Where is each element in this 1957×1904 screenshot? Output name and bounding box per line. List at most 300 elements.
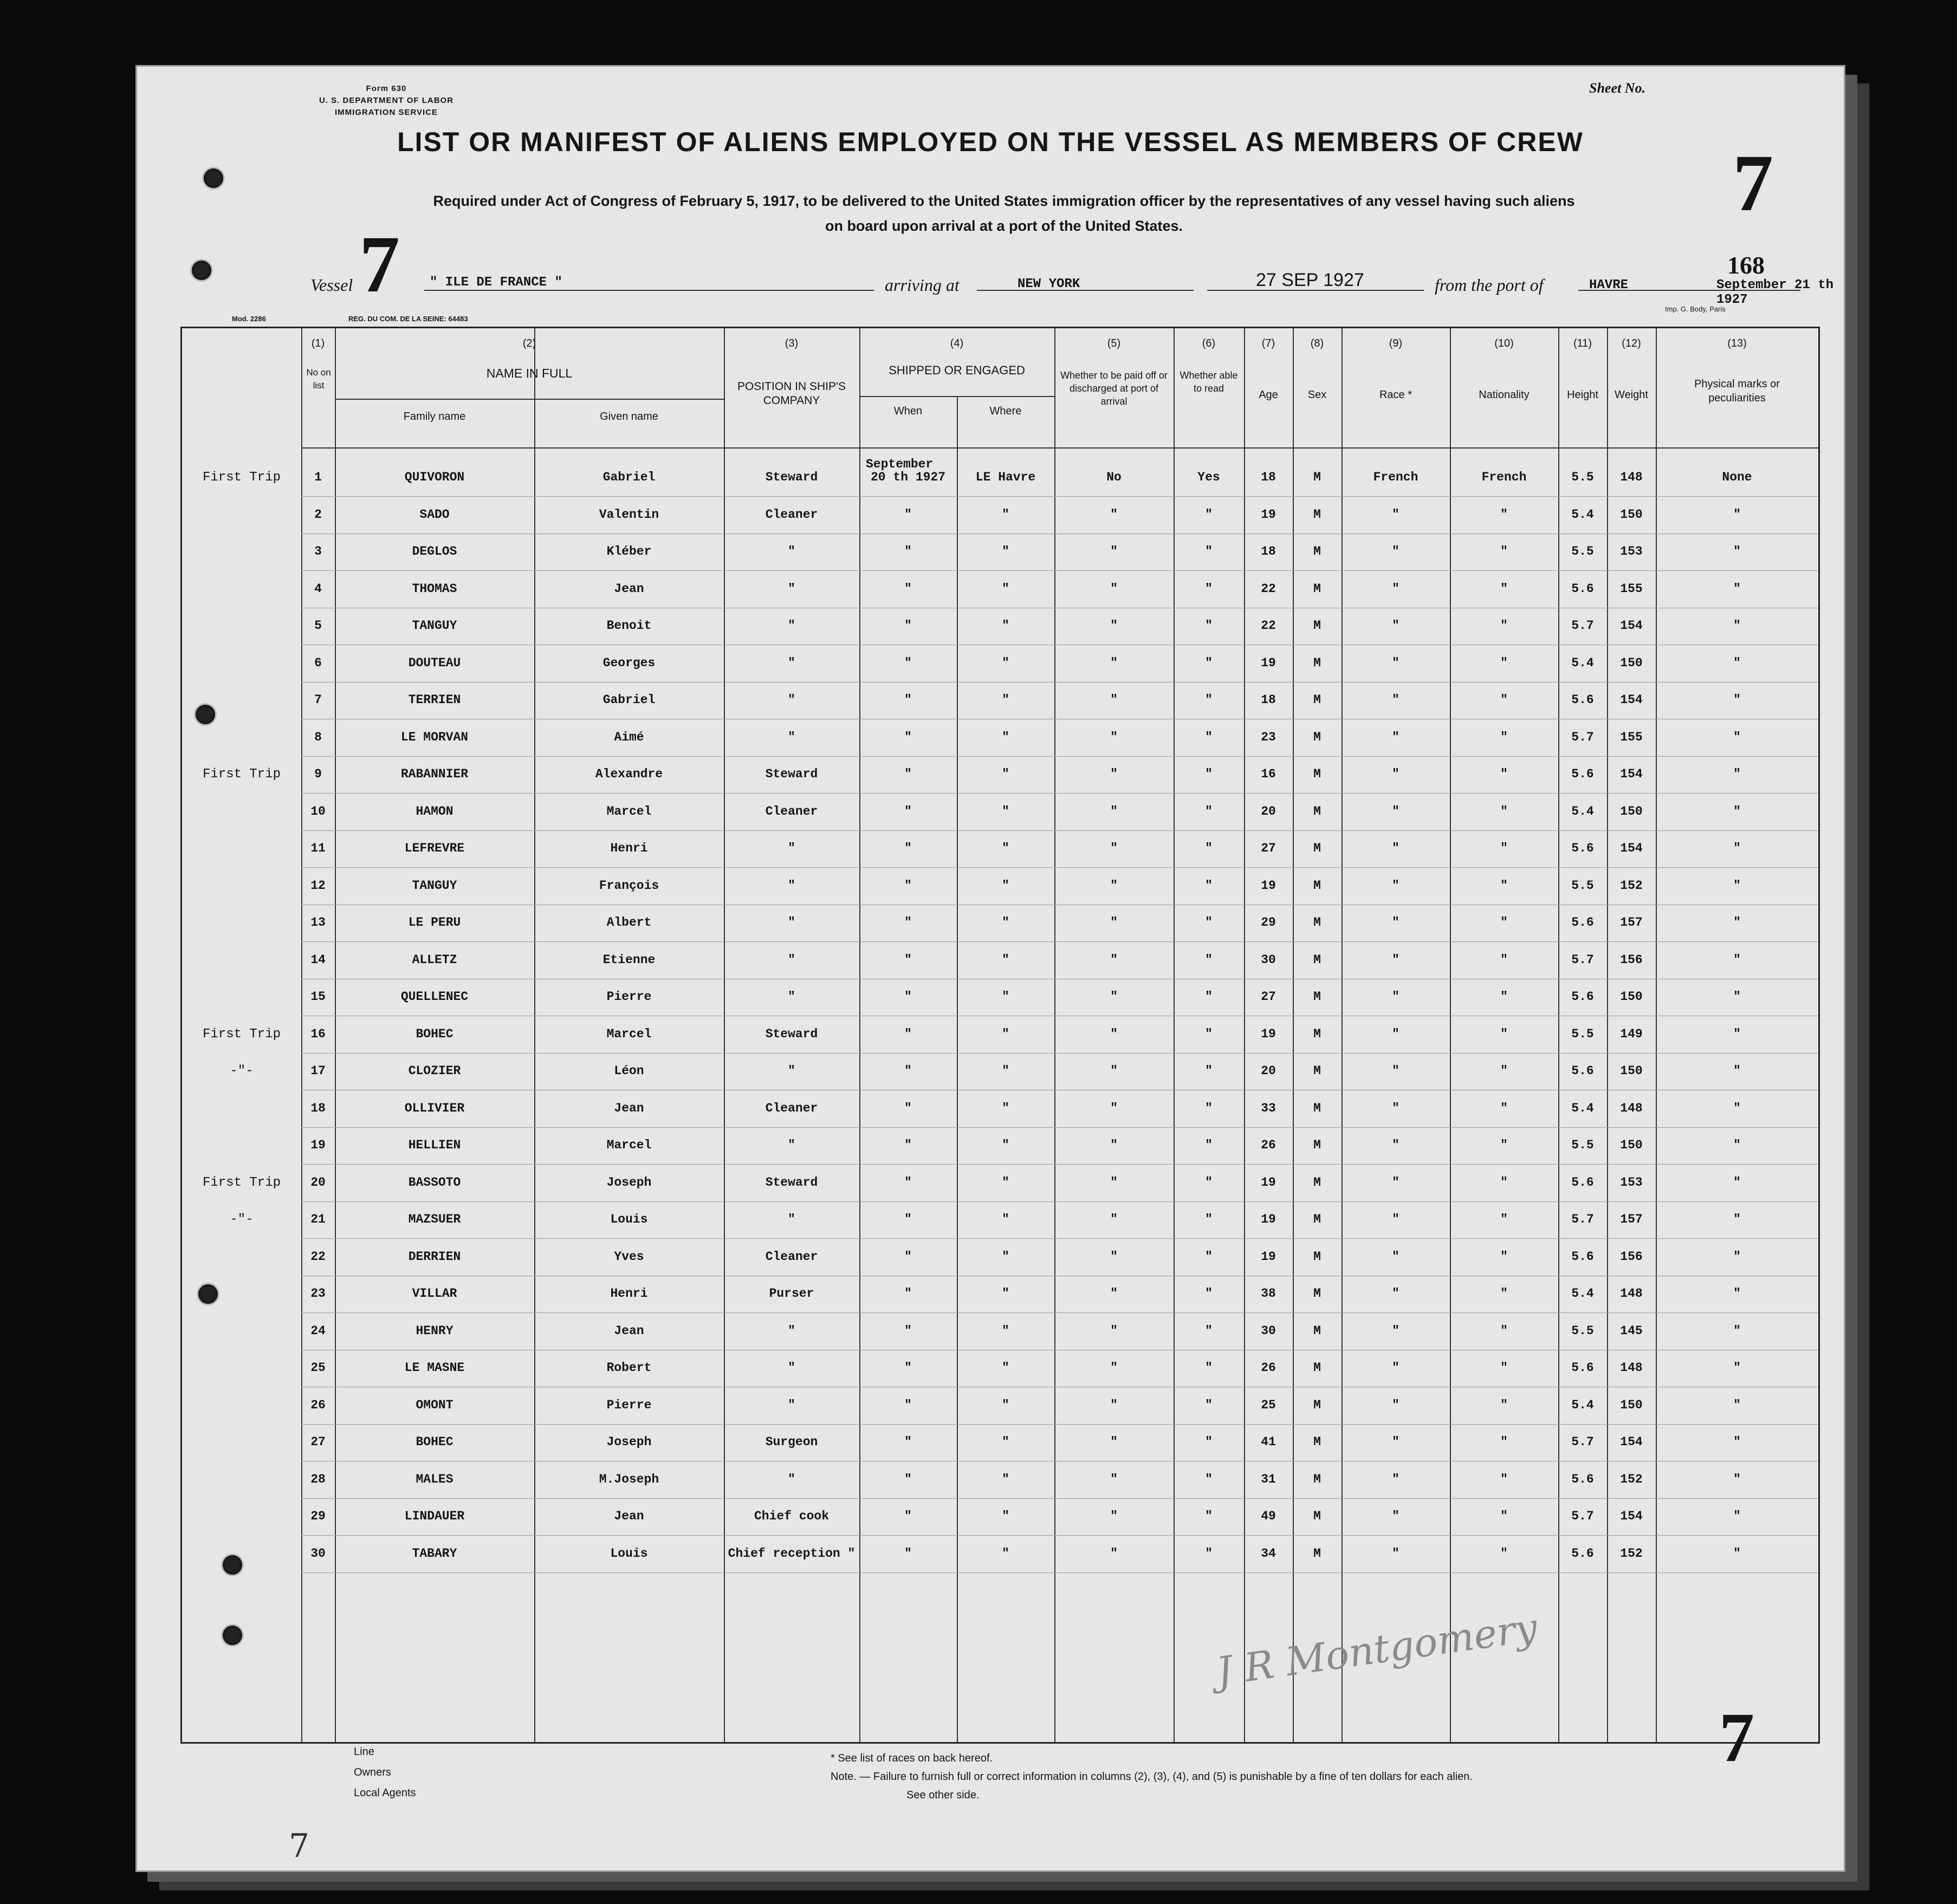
row-10-family: HAMON <box>416 804 453 818</box>
row-19-family: HELLIEN <box>408 1138 461 1152</box>
col4-when: When <box>893 405 923 417</box>
row-20-race: " <box>1392 1175 1399 1190</box>
row-17-paid: " <box>1110 1064 1118 1078</box>
row-28-sex: M <box>1313 1472 1321 1486</box>
row-22-read: " <box>1205 1249 1213 1264</box>
row-25-no: 25 <box>310 1361 326 1375</box>
row-18-no: 18 <box>310 1101 326 1115</box>
row-12-given: François <box>599 878 659 893</box>
row-16-when: " <box>904 1026 912 1041</box>
row-7-family: TERRIEN <box>408 693 461 707</box>
row-18-height: 5.4 <box>1571 1101 1594 1115</box>
row-8-position: " <box>788 730 795 744</box>
row-1-read: Yes <box>1197 470 1220 484</box>
row-11-read: " <box>1205 841 1213 855</box>
manifest-page <box>135 65 1845 1872</box>
row-29-where: " <box>1002 1509 1009 1523</box>
row-17-age: 20 <box>1261 1064 1276 1078</box>
row-15-weight: 150 <box>1620 990 1643 1004</box>
row-15-race: " <box>1392 990 1399 1004</box>
row-30-given: Louis <box>610 1546 648 1561</box>
row-3-when: " <box>904 544 912 558</box>
footer-note-races: * See list of races on back hereof. <box>831 1752 993 1764</box>
col3-num: (3) <box>785 337 799 349</box>
row-11-weight: 154 <box>1620 841 1643 855</box>
row-29-age: 49 <box>1261 1509 1276 1523</box>
row-3-read: " <box>1205 544 1213 558</box>
vessel-label: Vessel <box>310 275 353 295</box>
row-12-paid: " <box>1110 878 1118 893</box>
row-10-sex: M <box>1313 804 1321 818</box>
inspector-signature: J R Montgomery <box>1214 1604 1540 1695</box>
row-11-race: " <box>1392 841 1399 855</box>
row-16-where: " <box>1002 1026 1009 1041</box>
row-25-marks: " <box>1733 1361 1741 1375</box>
sheet-number: 7 <box>1733 138 1773 228</box>
row-25-given: Robert <box>606 1361 652 1375</box>
row-24-given: Jean <box>614 1323 644 1338</box>
row-30-nationality: " <box>1500 1546 1508 1561</box>
row-12-marks: " <box>1733 878 1741 893</box>
row-14-race: " <box>1392 952 1399 967</box>
row-30-marks: " <box>1733 1546 1741 1561</box>
row-4-position: " <box>788 581 795 596</box>
row-6-sex: M <box>1313 655 1321 670</box>
row-17-note: -"- <box>230 1064 254 1078</box>
sheet-label: Sheet No. <box>1589 80 1645 96</box>
row-28-height: 5.6 <box>1571 1472 1594 1486</box>
form-number: Form 630 <box>366 84 407 93</box>
row-14-nationality: " <box>1500 952 1508 967</box>
arrival-port: NEW YORK <box>1018 277 1080 291</box>
row-16-given: Marcel <box>606 1026 652 1041</box>
row-17-race: " <box>1392 1064 1399 1078</box>
row-29-when: " <box>904 1509 912 1523</box>
bottom-sheet-number: 7 <box>1719 1699 1754 1777</box>
row-6-when: " <box>904 655 912 670</box>
row-29-weight: 154 <box>1620 1509 1643 1523</box>
row-25-position: " <box>788 1361 795 1375</box>
row-9-family: RABANNIER <box>400 767 469 781</box>
page-number: 168 <box>1727 251 1765 279</box>
row-20-nationality: " <box>1500 1175 1508 1190</box>
row-24-when: " <box>904 1323 912 1338</box>
row-12-race: " <box>1392 878 1399 893</box>
col6-label: Whether able to read <box>1180 370 1238 394</box>
row-24-paid: " <box>1110 1323 1118 1338</box>
row-25-age: 26 <box>1261 1361 1276 1375</box>
row-14-position: " <box>788 952 795 967</box>
row-2-read: " <box>1205 507 1213 522</box>
row-15-paid: " <box>1110 990 1118 1004</box>
row-24-nationality: " <box>1500 1323 1508 1338</box>
row-1-position: Steward <box>765 470 818 484</box>
row-30-age: 34 <box>1261 1546 1276 1561</box>
footer-owners-label: Owners <box>354 1766 391 1778</box>
row-7-nationality: " <box>1500 693 1508 707</box>
row-14-family: ALLETZ <box>412 952 457 967</box>
row-6-given: Georges <box>602 655 656 670</box>
row-17-read: " <box>1205 1064 1213 1078</box>
row-23-when: " <box>904 1286 912 1301</box>
row-19-marks: " <box>1733 1138 1741 1152</box>
row-30-race: " <box>1392 1546 1399 1561</box>
row-20-sex: M <box>1313 1175 1321 1190</box>
row-17-given: Léon <box>614 1064 644 1078</box>
row-13-family: LE PERU <box>408 915 461 930</box>
row-11-paid: " <box>1110 841 1118 855</box>
row-3-no: 3 <box>314 544 322 558</box>
row-12-family: TANGUY <box>412 878 457 893</box>
row-18-sex: M <box>1313 1101 1321 1115</box>
row-27-marks: " <box>1733 1435 1741 1449</box>
row-5-marks: " <box>1733 619 1741 633</box>
row-5-where: " <box>1002 619 1009 633</box>
row-5-read: " <box>1205 619 1213 633</box>
row-13-age: 29 <box>1261 915 1276 930</box>
row-17-no: 17 <box>310 1064 326 1078</box>
row-5-sex: M <box>1313 619 1321 633</box>
row-12-where: " <box>1002 878 1009 893</box>
col8-label: Sex <box>1307 389 1327 401</box>
col4-where: Where <box>989 405 1022 417</box>
row-12-height: 5.5 <box>1571 878 1594 893</box>
row-13-position: " <box>788 915 795 930</box>
row-16-marks: " <box>1733 1026 1741 1041</box>
row-21-race: " <box>1392 1212 1399 1226</box>
row-4-when: " <box>904 581 912 596</box>
row-10-when: " <box>904 804 912 818</box>
row-8-sex: M <box>1313 730 1321 744</box>
row-10-position: Cleaner <box>765 804 818 818</box>
row-16-read: " <box>1205 1026 1213 1041</box>
row-12-read: " <box>1205 878 1213 893</box>
row-1-sex: M <box>1313 470 1321 484</box>
col2-given: Given name <box>600 411 658 423</box>
row-16-note: First Trip <box>202 1026 281 1042</box>
row-23-given: Henri <box>610 1286 648 1301</box>
row-29-no: 29 <box>310 1509 326 1523</box>
row-26-paid: " <box>1110 1398 1118 1412</box>
arrival-date-stamp: 27 SEP 1927 <box>1256 270 1364 290</box>
row-15-age: 27 <box>1261 990 1276 1004</box>
punch-hole <box>202 167 225 190</box>
row-29-paid: " <box>1110 1509 1118 1523</box>
row-5-age: 22 <box>1261 619 1276 633</box>
row-6-race: " <box>1392 655 1399 670</box>
row-16-sex: M <box>1313 1026 1321 1041</box>
row-26-when: " <box>904 1398 912 1412</box>
row-27-family: BOHEC <box>416 1435 453 1449</box>
form-header <box>273 83 500 119</box>
row-22-height: 5.6 <box>1571 1249 1594 1264</box>
registry-number: REG. DU COM. DE LA SEINE: 64483 <box>348 315 468 323</box>
row-21-height: 5.7 <box>1571 1212 1594 1226</box>
row-29-position: Chief cook <box>754 1509 830 1523</box>
row-11-height: 5.6 <box>1571 841 1594 855</box>
row-23-height: 5.4 <box>1571 1286 1594 1301</box>
row-8-given: Aimé <box>614 730 644 744</box>
row-7-paid: " <box>1110 693 1118 707</box>
row-13-sex: M <box>1313 915 1321 930</box>
row-1-age: 18 <box>1261 470 1276 484</box>
row-4-sex: M <box>1313 581 1321 596</box>
row-30-when: " <box>904 1546 912 1561</box>
row-12-nationality: " <box>1500 878 1508 893</box>
row-30-paid: " <box>1110 1546 1118 1561</box>
row-23-nationality: " <box>1500 1286 1508 1301</box>
row-1-note: First Trip <box>202 470 281 485</box>
row-20-read: " <box>1205 1175 1213 1190</box>
row-24-marks: " <box>1733 1323 1741 1338</box>
row-13-when: " <box>904 915 912 930</box>
row-27-where: " <box>1002 1435 1009 1449</box>
row-14-when: " <box>904 952 912 967</box>
row-22-position: Cleaner <box>765 1249 818 1264</box>
row-28-race: " <box>1392 1472 1399 1486</box>
row-6-read: " <box>1205 655 1213 670</box>
row-15-where: " <box>1002 990 1009 1004</box>
row-19-age: 26 <box>1261 1138 1276 1152</box>
row-26-family: OMONT <box>416 1398 453 1412</box>
row-1-nationality: French <box>1481 470 1527 484</box>
row-28-paid: " <box>1110 1472 1118 1486</box>
footer-line-label: Line <box>354 1746 374 1758</box>
row-30-no: 30 <box>310 1546 326 1561</box>
row-26-age: 25 <box>1261 1398 1276 1412</box>
row-6-position: " <box>788 655 795 670</box>
row-30-position: Chief reception " <box>728 1546 856 1561</box>
col13-label: Physical marks or peculiarities <box>1694 378 1780 404</box>
row-14-weight: 156 <box>1620 952 1643 967</box>
row-10-race: " <box>1392 804 1399 818</box>
row-4-given: Jean <box>614 581 644 596</box>
col3-label: POSITION IN SHIP'S COMPANY <box>737 380 846 407</box>
row-7-sex: M <box>1313 693 1321 707</box>
row-4-read: " <box>1205 581 1213 596</box>
row-19-when: " <box>904 1138 912 1152</box>
row-20-age: 19 <box>1261 1175 1276 1190</box>
row-2-height: 5.4 <box>1571 507 1594 522</box>
row-22-given: Yves <box>614 1249 644 1264</box>
row-2-family: SADO <box>419 507 450 522</box>
row-23-sex: M <box>1313 1286 1321 1301</box>
row-19-nationality: " <box>1500 1138 1508 1152</box>
row-18-nationality: " <box>1500 1101 1508 1115</box>
row-9-race: " <box>1392 767 1399 781</box>
row-1-marks: None <box>1722 470 1752 484</box>
row-1-family: QUIVORON <box>404 470 465 484</box>
row-28-position: " <box>788 1472 795 1486</box>
footer-note-fine: Note. — Failure to furnish full or correct information in columns (2), (3), (4), and (5) is punishable by a fine of ten dollars for each alien. <box>831 1771 1473 1783</box>
row-14-read: " <box>1205 952 1213 967</box>
row-15-read: " <box>1205 990 1213 1004</box>
row-10-age: 20 <box>1261 804 1276 818</box>
row-25-sex: M <box>1313 1361 1321 1375</box>
row-12-position: " <box>788 878 795 893</box>
row-21-nationality: " <box>1500 1212 1508 1226</box>
row-26-read: " <box>1205 1398 1213 1412</box>
row-2-given: Valentin <box>599 507 659 522</box>
row-18-read: " <box>1205 1101 1213 1115</box>
row-8-race: " <box>1392 730 1399 744</box>
row-2-age: 19 <box>1261 507 1276 522</box>
row-26-nationality: " <box>1500 1398 1508 1412</box>
row-21-sex: M <box>1313 1212 1321 1226</box>
row-10-paid: " <box>1110 804 1118 818</box>
footer-agents-label: Local Agents <box>354 1787 416 1799</box>
row-20-where: " <box>1002 1175 1009 1190</box>
row-5-given: Benoit <box>606 619 652 633</box>
row-3-weight: 153 <box>1620 544 1643 558</box>
row-8-when: " <box>904 730 912 744</box>
row-13-read: " <box>1205 915 1213 930</box>
row-2-marks: " <box>1733 507 1741 522</box>
row-10-where: " <box>1002 804 1009 818</box>
row-9-note: First Trip <box>202 767 281 782</box>
row-1-race: French <box>1373 470 1418 484</box>
departure-date: September 21 th 1927 <box>1716 278 1834 307</box>
row-7-read: " <box>1205 693 1213 707</box>
row-19-read: " <box>1205 1138 1213 1152</box>
col6-num: (6) <box>1202 337 1216 349</box>
row-12-sex: M <box>1313 878 1321 893</box>
row-23-position: Purser <box>769 1286 814 1301</box>
row-7-race: " <box>1392 693 1399 707</box>
row-18-marks: " <box>1733 1101 1741 1115</box>
col2-family: Family name <box>403 411 466 423</box>
row-27-weight: 154 <box>1620 1435 1643 1449</box>
row-4-race: " <box>1392 581 1399 596</box>
row-25-family: LE MASNE <box>404 1361 465 1375</box>
row-10-read: " <box>1205 804 1213 818</box>
row-28-no: 28 <box>310 1472 326 1486</box>
row-10-nationality: " <box>1500 804 1508 818</box>
row-26-no: 26 <box>310 1398 326 1412</box>
col1-label: No on list <box>306 367 331 391</box>
row-4-weight: 155 <box>1620 581 1643 596</box>
row-11-given: Henri <box>610 841 648 855</box>
row-18-where: " <box>1002 1101 1009 1115</box>
row-23-where: " <box>1002 1286 1009 1301</box>
row-12-no: 12 <box>310 878 326 893</box>
row-19-race: " <box>1392 1138 1399 1152</box>
row-2-when: " <box>904 507 912 522</box>
row-24-read: " <box>1205 1323 1213 1338</box>
row-23-paid: " <box>1110 1286 1118 1301</box>
row-6-height: 5.4 <box>1571 655 1594 670</box>
row-9-marks: " <box>1733 767 1741 781</box>
row-8-read: " <box>1205 730 1213 744</box>
row-17-marks: " <box>1733 1064 1741 1078</box>
row-3-race: " <box>1392 544 1399 558</box>
row-24-race: " <box>1392 1323 1399 1338</box>
row-4-nationality: " <box>1500 581 1508 596</box>
col11-label: Height <box>1567 389 1598 401</box>
row-5-race: " <box>1392 619 1399 633</box>
row-3-given: Kléber <box>606 544 652 558</box>
row-17-sex: M <box>1313 1064 1321 1078</box>
row-24-position: " <box>788 1323 795 1338</box>
row-22-weight: 156 <box>1620 1249 1643 1264</box>
row-9-position: Steward <box>765 767 818 781</box>
row-8-height: 5.7 <box>1571 730 1594 744</box>
row-3-family: DEGLOS <box>412 544 457 558</box>
row-30-family: TABARY <box>412 1546 457 1561</box>
row-11-family: LEFREVRE <box>404 841 465 855</box>
row-20-weight: 153 <box>1620 1175 1643 1190</box>
row-14-marks: " <box>1733 952 1741 967</box>
row-12-when: " <box>904 878 912 893</box>
row-20-marks: " <box>1733 1175 1741 1190</box>
row-2-no: 2 <box>314 507 322 522</box>
row-26-where: " <box>1002 1398 1009 1412</box>
row-10-weight: 150 <box>1620 804 1643 818</box>
row-30-weight: 152 <box>1620 1546 1643 1561</box>
row-17-when: " <box>904 1064 912 1078</box>
row-7-weight: 154 <box>1620 693 1643 707</box>
row-6-where: " <box>1002 655 1009 670</box>
row-20-when: " <box>904 1175 912 1190</box>
row-22-sex: M <box>1313 1249 1321 1264</box>
row-1-given: Gabriel <box>602 470 656 484</box>
row-16-weight: 149 <box>1620 1026 1643 1041</box>
row-24-age: 30 <box>1261 1323 1276 1338</box>
row-26-sex: M <box>1313 1398 1321 1412</box>
row-8-nationality: " <box>1500 730 1508 744</box>
row-9-height: 5.6 <box>1571 767 1594 781</box>
row-13-given: Albert <box>606 915 652 930</box>
row-13-paid: " <box>1110 915 1118 930</box>
row-29-read: " <box>1205 1509 1213 1523</box>
row-8-weight: 155 <box>1620 730 1643 744</box>
row-22-race: " <box>1392 1249 1399 1264</box>
row-21-weight: 157 <box>1620 1212 1643 1226</box>
row-24-height: 5.5 <box>1571 1323 1594 1338</box>
row-23-age: 38 <box>1261 1286 1276 1301</box>
row-8-family: LE MORVAN <box>400 730 469 744</box>
row-9-sex: M <box>1313 767 1321 781</box>
col8-num: (8) <box>1310 337 1324 349</box>
row-14-no: 14 <box>310 952 326 967</box>
row-25-nationality: " <box>1500 1361 1508 1375</box>
row-17-nationality: " <box>1500 1064 1508 1078</box>
row-27-sex: M <box>1313 1435 1321 1449</box>
row-22-age: 19 <box>1261 1249 1276 1264</box>
row-1-where: LE Havre <box>975 470 1036 484</box>
row-28-where: " <box>1002 1472 1009 1486</box>
row-19-height: 5.5 <box>1571 1138 1594 1152</box>
row-29-race: " <box>1392 1509 1399 1523</box>
row-7-position: " <box>788 693 795 707</box>
departure-port: HAVRE <box>1589 278 1629 293</box>
row-19-no: 19 <box>310 1138 326 1152</box>
from-port-label: from the port of <box>1435 275 1544 295</box>
row-25-when: " <box>904 1361 912 1375</box>
row-5-nationality: " <box>1500 619 1508 633</box>
row-11-no: 11 <box>310 841 326 855</box>
row-3-paid: " <box>1110 544 1118 558</box>
row-29-family: LINDAUER <box>404 1509 465 1523</box>
shipped-month: September <box>866 457 934 471</box>
row-20-position: Steward <box>765 1175 818 1190</box>
row-12-weight: 152 <box>1620 878 1643 893</box>
row-11-age: 27 <box>1261 841 1276 855</box>
row-20-given: Joseph <box>606 1175 652 1190</box>
row-26-height: 5.4 <box>1571 1398 1594 1412</box>
row-3-position: " <box>788 544 795 558</box>
row-21-where: " <box>1002 1212 1009 1226</box>
